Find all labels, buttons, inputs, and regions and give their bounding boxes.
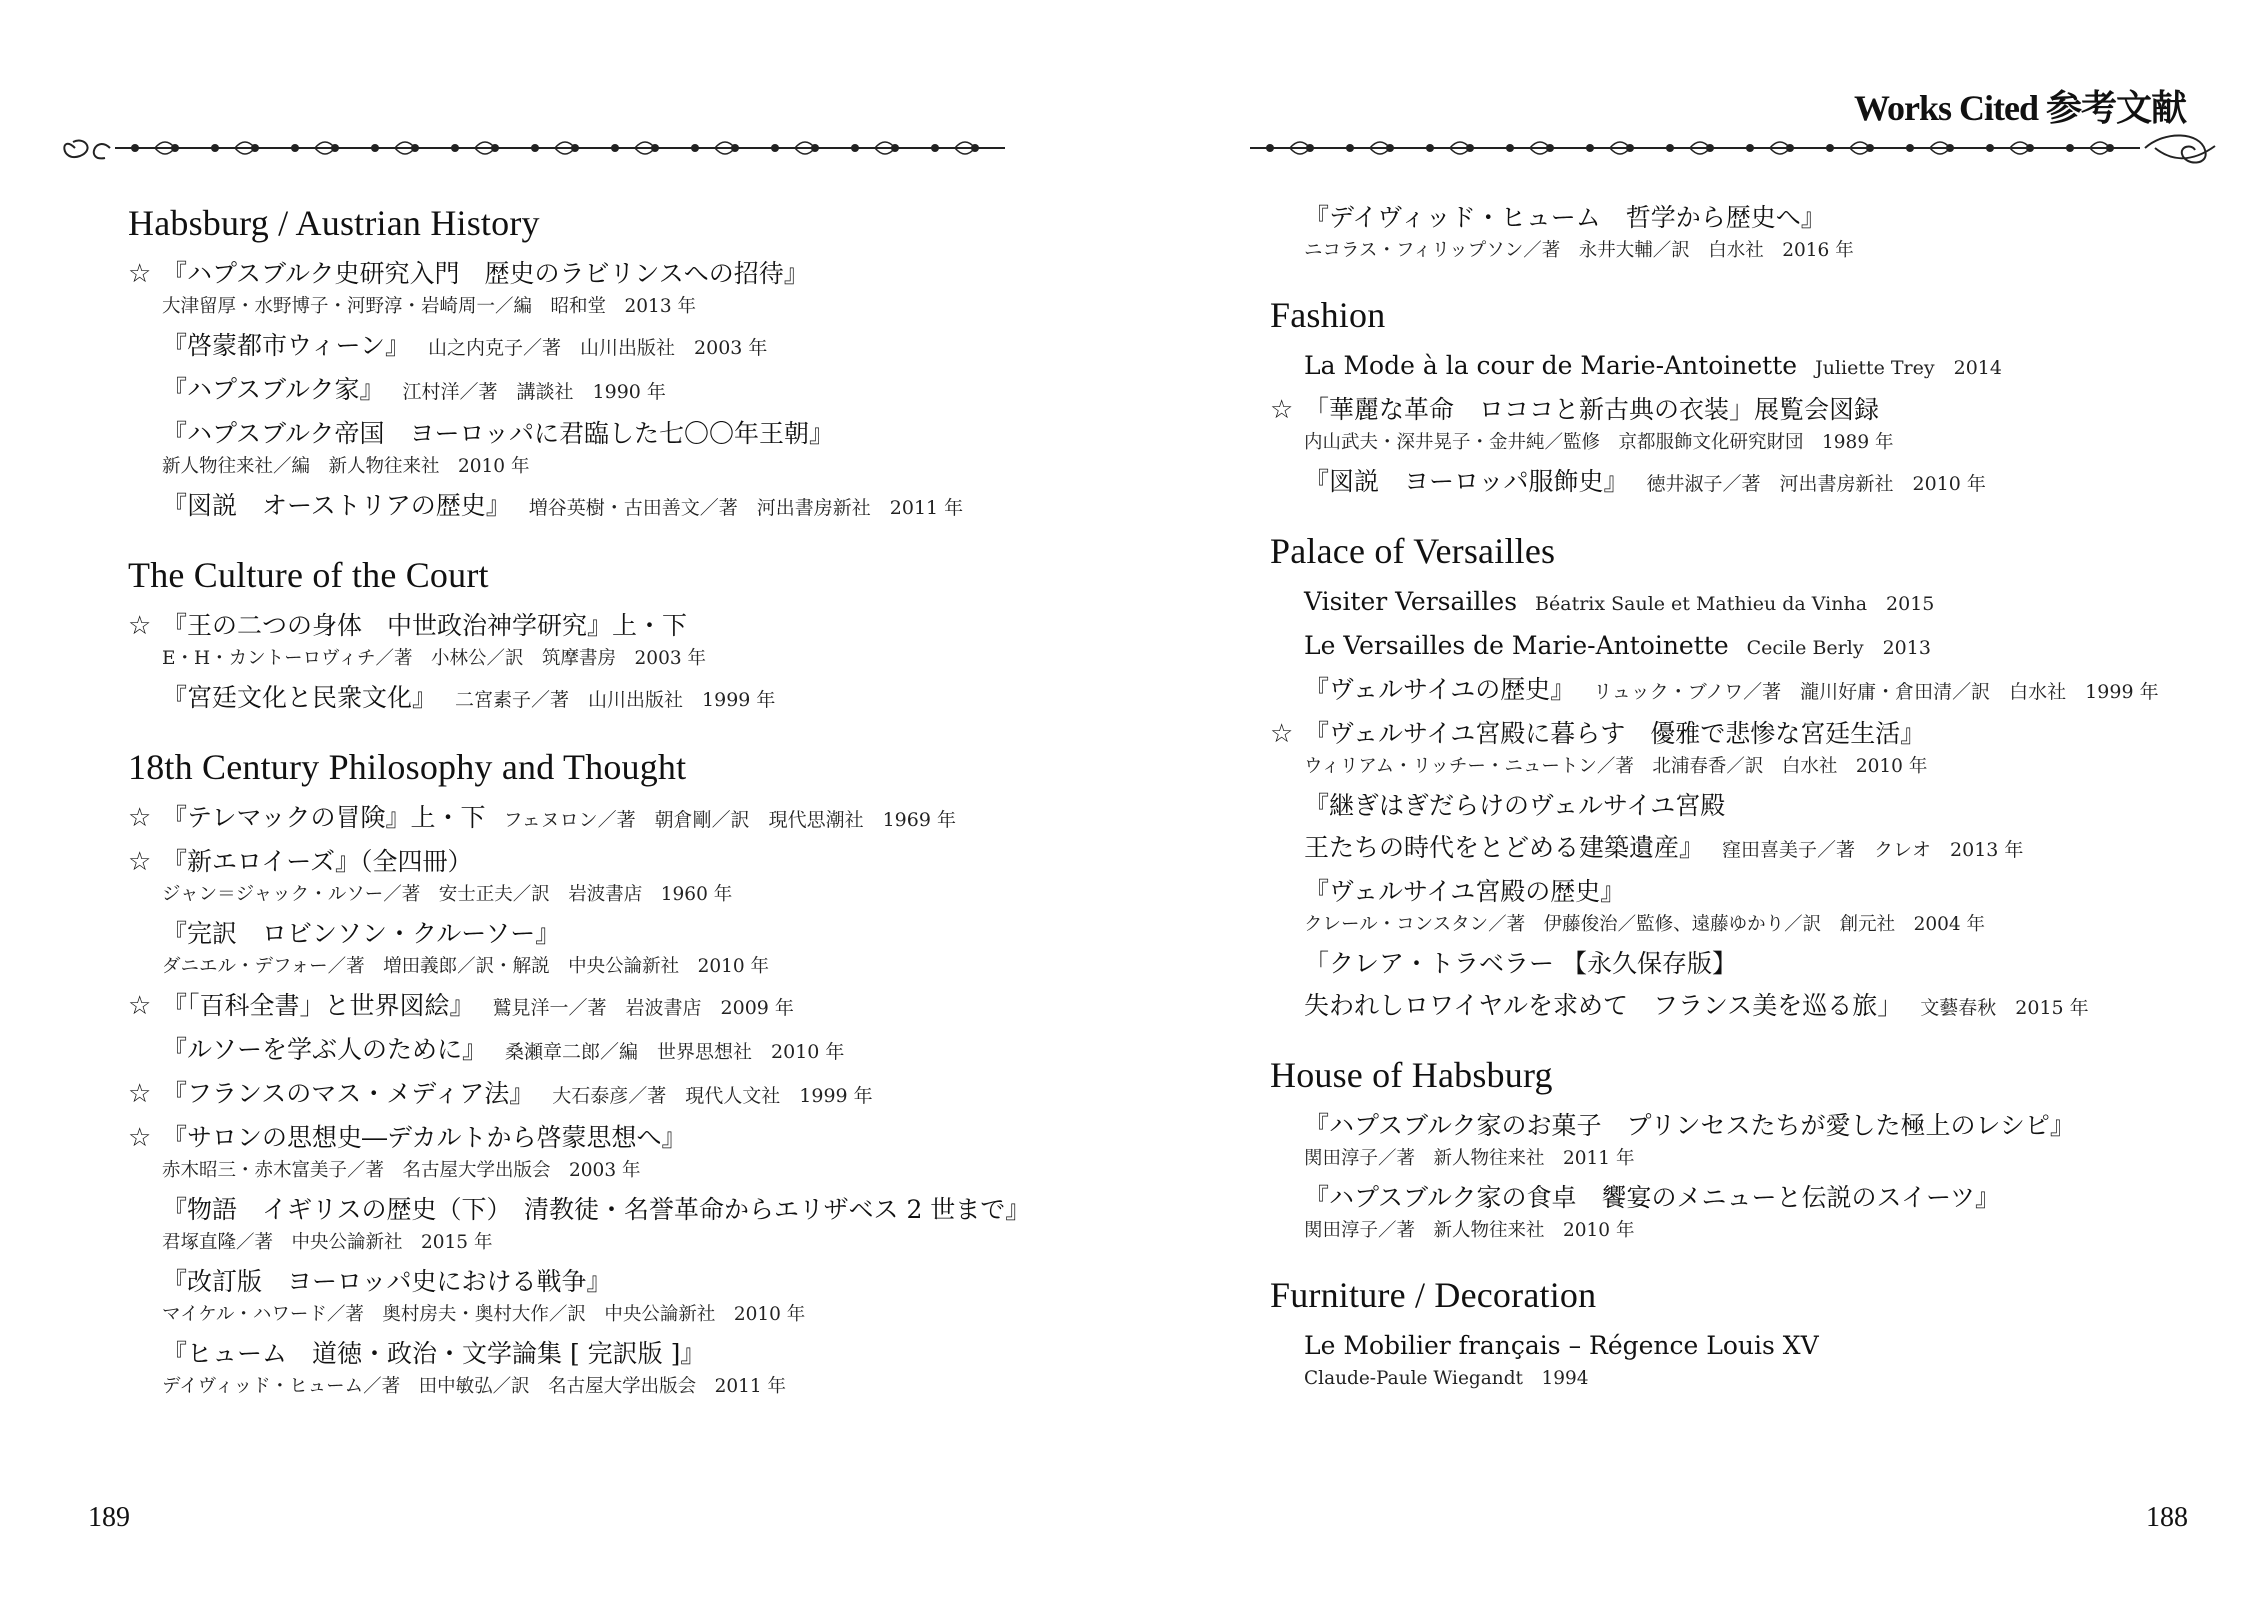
bibliography-entry: [1270, 988, 2230, 1026]
entry-line: [1270, 584, 2230, 622]
entry-line: [1270, 392, 2230, 428]
entry-meta: 増谷英樹・古田善文／著 河出書房新社 2011 年: [528, 497, 964, 519]
star-icon: ☆: [128, 259, 152, 289]
entry-meta: 文藝春秋 2015 年: [1920, 997, 2089, 1019]
right-page: [1125, 0, 2250, 1600]
bibliography-entry: [128, 1192, 1088, 1258]
section-heading: Habsburg / Austrian History: [128, 203, 540, 243]
bibliography-entry: [128, 372, 1088, 410]
bibliography-entry: [1270, 946, 2230, 982]
bibliography-entry: [1270, 1180, 2230, 1246]
entry-title: 王たちの時代をとどめる建築遺産』: [1304, 833, 1705, 862]
entry-line: [128, 1264, 1088, 1300]
entry-line: [1270, 200, 2230, 236]
entry-meta: 江村洋／著 講談社 1990 年: [402, 381, 666, 403]
entry-line: [128, 844, 1088, 880]
entry-title: Le Mobilier français – Régence Louis XV: [1304, 1331, 1819, 1360]
entry-line: [128, 1192, 1088, 1228]
entry-meta: 桑瀬章二郎／編 世界思想社 2010 年: [505, 1041, 845, 1063]
entry-line: [128, 988, 1088, 1026]
entry-line: [128, 416, 1088, 452]
entry-line: [1270, 788, 2230, 824]
entry-line: [128, 488, 1088, 526]
entry-detail: 新人物往来社／編 新人物往来社 2010 年: [162, 456, 530, 477]
entry-line: [128, 608, 1088, 644]
entry-title: 『フランスのマス・メディア法』: [162, 1079, 535, 1108]
entry-line: [128, 680, 1088, 718]
bibliography-entry: [1270, 628, 2230, 666]
bibliography-entry: [128, 1032, 1088, 1070]
entry-title: 『サロンの思想史―デカルトから啓蒙思想へ』: [162, 1123, 687, 1152]
bibliography-entry: [128, 1120, 1088, 1186]
entry-title: 『ヒューム 道徳・政治・文学論集 [ 完訳版 ]』: [162, 1339, 706, 1368]
section-heading: 18th Century Philosophy and Thought: [128, 747, 687, 787]
entry-title: 『ハプスブルク史研究入門 歴史のラビリンスへの招待』: [162, 259, 809, 288]
entry-title: 「クレア・トラベラー 【永久保存版】: [1304, 949, 1737, 978]
entry-meta: 大石泰彦／著 現代人文社 1999 年: [552, 1085, 873, 1107]
entry-line: [1270, 464, 2230, 502]
bibliography-entry: [128, 328, 1088, 366]
entry-title: 『完訳 ロビンソン・クルーソー』: [162, 919, 561, 948]
section-heading: Fashion: [1270, 295, 1386, 335]
entry-title: 『図説 ヨーロッパ服飾史』: [1304, 467, 1629, 496]
entry-line: [1270, 348, 2230, 386]
page-number: 189: [88, 1502, 130, 1533]
bibliography-entry: [128, 1076, 1088, 1114]
entry-line: [1270, 988, 2230, 1026]
star-icon: ☆: [128, 1123, 152, 1153]
star-icon: ☆: [1270, 719, 1294, 749]
entry-line: [1270, 1108, 2230, 1144]
bibliography-section: [1270, 200, 2230, 266]
entry-detail: ダニエル・デフォー／著 増田義郎／訳・解説 中央公論新社 2010 年: [162, 956, 770, 977]
entry-detail: デイヴィッド・ヒューム／著 田中敏弘／訳 名古屋大学出版会 2011 年: [162, 1376, 787, 1397]
section-heading: Furniture / Decoration: [1270, 1275, 1597, 1315]
section-heading: Palace of Versailles: [1270, 531, 1556, 571]
bibliography-entry: [1270, 200, 2230, 266]
entry-line: [128, 1336, 1088, 1372]
entry-title: 『継ぎはぎだらけのヴェルサイユ宮殿: [1304, 791, 1726, 820]
bibliography-section: [128, 744, 1088, 1402]
star-icon: ☆: [128, 847, 152, 877]
entry-title: Visiter Versailles: [1304, 587, 1518, 616]
entry-meta: 徳井淑子／著 河出書房新社 2010 年: [1646, 473, 1986, 495]
entry-title: 『物語 イギリスの歴史（下） 清教徒・名誉革命からエリザベス 2 世まで』: [162, 1195, 1031, 1224]
entry-meta: 山之内克子／著 山川出版社 2003 年: [428, 337, 768, 359]
entry-title: 『ハプスブルク帝国 ヨーロッパに君臨した七〇〇年王朝』: [162, 419, 835, 448]
bibliography-entry: [128, 800, 1088, 838]
entry-detail: 内山武夫・深井晃子・金井純／監修 京都服飾文化研究財団 1989 年: [1304, 432, 1894, 453]
entry-detail: クレール・コンスタン／著 伊藤俊治／監修、遠藤ゆかり／訳 創元社 2004 年: [1304, 914, 1986, 935]
bibliography-section: [128, 200, 1088, 526]
right-bibliography: [1270, 200, 2230, 1420]
bibliography-entry: [128, 608, 1088, 674]
entry-line: [1270, 672, 2230, 710]
entry-title: La Mode à la cour de Marie-Antoinette: [1304, 351, 1798, 380]
entry-meta: 鷲見洋一／著 岩波書店 2009 年: [492, 997, 794, 1019]
entry-meta: Cecile Berly 2013: [1746, 637, 1931, 659]
entry-meta: Béatrix Saule et Mathieu da Vinha 2015: [1535, 593, 1935, 615]
bibliography-entry: [128, 256, 1088, 322]
entry-line: [1270, 830, 2230, 868]
bibliography-section: [1270, 1272, 2230, 1394]
bibliography-entry: [128, 680, 1088, 718]
bibliography-entry: [128, 488, 1088, 526]
entry-title: 『啓蒙都市ウィーン』: [162, 331, 411, 360]
bibliography-entry: [128, 844, 1088, 910]
entry-title: 『ハプスブルク家の食卓 饗宴のメニューと伝説のスイーツ』: [1304, 1183, 2001, 1212]
entry-detail: 大津留厚・水野博子・河野淳・岩崎周一／編 昭和堂 2013 年: [162, 296, 696, 317]
entry-title: 『「百科全書」と世界図絵』: [162, 991, 475, 1020]
entry-line: [128, 328, 1088, 366]
entry-meta: フェヌロン／著 朝倉剛／訳 現代思潮社 1969 年: [503, 809, 956, 831]
entry-title: 『図説 オーストリアの歴史』: [162, 491, 511, 520]
entry-title: 『宮廷文化と民衆文化』: [162, 683, 438, 712]
entry-detail: 関田淳子／著 新人物往来社 2011 年: [1304, 1148, 1635, 1169]
bibliography-entry: [1270, 464, 2230, 502]
bibliography-entry: [128, 916, 1088, 982]
entry-title: 『テレマックの冒険』上・下: [162, 803, 486, 832]
entry-line: [128, 800, 1088, 838]
entry-detail: ジャン＝ジャック・ルソー／著 安士正夫／訳 岩波書店 1960 年: [162, 884, 733, 905]
entry-line: [1270, 946, 2230, 982]
entry-detail: Claude-Paule Wiegandt 1994: [1304, 1368, 1589, 1389]
bibliography-entry: [128, 1264, 1088, 1330]
entry-detail: E・H・カントーロヴィチ／著 小林公／訳 筑摩書房 2003 年: [162, 648, 706, 669]
star-icon: ☆: [128, 803, 152, 833]
entry-title: 『新エロイーズ』（全四冊）: [162, 847, 473, 876]
bibliography-entry: [1270, 830, 2230, 868]
entry-title: 『ハプスブルク家のお菓子 プリンセスたちが愛した極上のレシピ』: [1304, 1111, 2075, 1140]
section-heading: The Culture of the Court: [128, 555, 489, 595]
entry-meta: Juliette Trey 2014: [1815, 357, 2002, 379]
entry-detail: 君塚直隆／著 中央公論新社 2015 年: [162, 1232, 493, 1253]
bibliography-entry: [128, 988, 1088, 1026]
bibliography-entry: [1270, 788, 2230, 824]
section-heading: House of Habsburg: [1270, 1055, 1553, 1095]
star-icon: ☆: [1270, 395, 1294, 425]
entry-detail: 赤木昭三・赤木富美子／著 名古屋大学出版会 2003 年: [162, 1160, 641, 1181]
star-icon: ☆: [128, 611, 152, 641]
entry-detail: ウィリアム・リッチー・ニュートン／著 北浦春香／訳 白水社 2010 年: [1304, 756, 1928, 777]
bibliography-entry: [1270, 716, 2230, 782]
entry-title: 『改訂版 ヨーロッパ史における戦争』: [162, 1267, 612, 1296]
entry-line: [1270, 874, 2230, 910]
bibliography-entry: [1270, 348, 2230, 386]
page-number: 188: [2146, 1502, 2188, 1533]
bibliography-section: [1270, 528, 2230, 1026]
bibliography-entry: [1270, 392, 2230, 458]
bibliography-entry: [128, 1336, 1088, 1402]
star-icon: ☆: [128, 991, 152, 1021]
entry-title: 「華麗な革命 ロココと新古典の衣装」展覧会図録: [1304, 395, 1880, 424]
entry-title: 失われしロワイヤルを求めて フランス美を巡る旅」: [1304, 991, 1903, 1020]
bibliography-entry: [1270, 874, 2230, 940]
bibliography-entry: [1270, 1108, 2230, 1174]
entry-line: [1270, 716, 2230, 752]
entry-line: [128, 1076, 1088, 1114]
entry-detail: マイケル・ハワード／著 奥村房夫・奥村大作／訳 中央公論新社 2010 年: [162, 1304, 806, 1325]
entry-title: 『ヴェルサイユ宮殿に暮らす 優雅で悲惨な宮廷生活』: [1304, 719, 1926, 748]
entry-meta: 窪田喜美子／著 クレオ 2013 年: [1722, 839, 2024, 861]
entry-line: [1270, 1180, 2230, 1216]
bibliography-entry: [1270, 1328, 2230, 1394]
entry-line: [128, 372, 1088, 410]
entry-line: [128, 916, 1088, 952]
left-bibliography: [128, 200, 1088, 1428]
entry-line: [128, 1120, 1088, 1156]
decorative-ornament-border: [55, 128, 1020, 168]
bibliography-entry: [1270, 584, 2230, 622]
entry-meta: 二宮素子／著 山川出版社 1999 年: [455, 689, 776, 711]
entry-title: Le Versailles de Marie-Antoinette: [1304, 631, 1729, 660]
bibliography-section: [128, 552, 1088, 718]
entry-title: 『王の二つの身体 中世政治神学研究』上・下: [162, 611, 688, 640]
entry-title: 『ハプスブルク家』: [162, 375, 385, 404]
bibliography-entry: [128, 416, 1088, 482]
running-header-title: Works Cited 参考文献: [1853, 88, 2186, 128]
entry-line: [128, 1032, 1088, 1070]
star-icon: ☆: [128, 1079, 152, 1109]
entry-meta: リュック・ブノワ／著 瀧川好庸・倉田清／訳 白水社 1999 年: [1593, 681, 2159, 703]
entry-line: [128, 256, 1088, 292]
decorative-ornament-border: [1240, 128, 2225, 168]
entry-line: [1270, 628, 2230, 666]
entry-title: 『ルソーを学ぶ人のために』: [162, 1035, 488, 1064]
entry-detail: ニコラス・フィリップソン／著 永井大輔／訳 白水社 2016 年: [1304, 240, 1854, 261]
entry-title: 『ヴェルサイユ宮殿の歴史』: [1304, 877, 1626, 906]
entry-line: [1270, 1328, 2230, 1364]
entry-title: 『デイヴィッド・ヒューム 哲学から歴史へ』: [1304, 203, 1826, 232]
entry-title: 『ヴェルサイユの歴史』: [1304, 675, 1576, 704]
entry-detail: 関田淳子／著 新人物往来社 2010 年: [1304, 1220, 1635, 1241]
bibliography-entry: [1270, 672, 2230, 710]
bibliography-section: [1270, 292, 2230, 502]
bibliography-section: [1270, 1052, 2230, 1246]
